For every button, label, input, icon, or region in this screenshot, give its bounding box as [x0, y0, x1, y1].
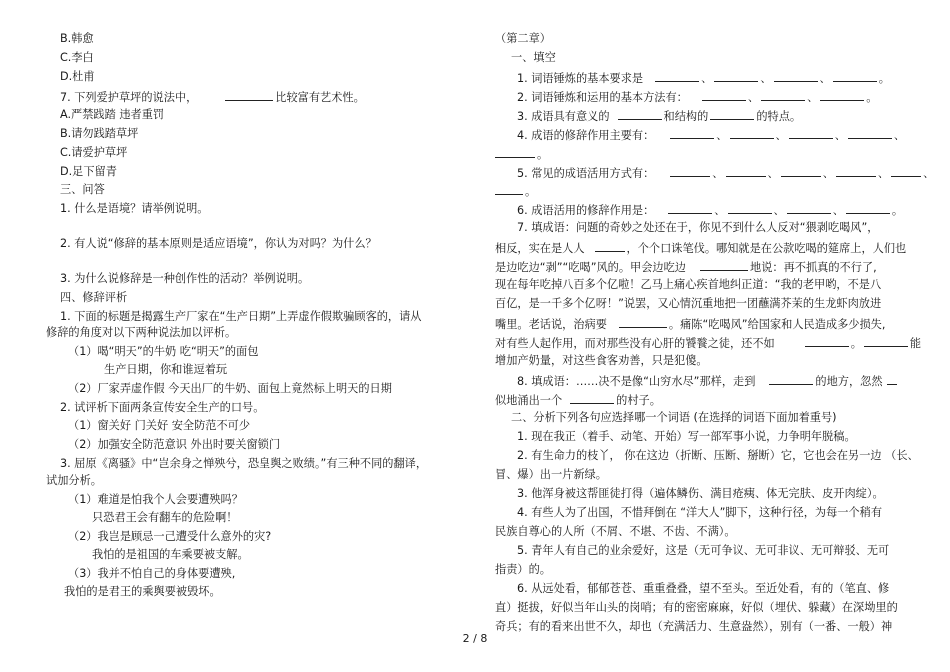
q8-line1-mid: 的地方，忽然 [815, 375, 883, 388]
choice-q6-line2: 直）挺拔，好似当年山头的岗哨；有的密密麻麻，好似（埋伏、躲藏）在深坳里的 [495, 601, 898, 614]
blank [805, 335, 849, 347]
rhetoric-q3-line1: 3. 屈原《离骚》中“岂余身之惮殃兮，恐皇舆之败绩。”有三种不同的翻译， [60, 457, 428, 470]
fill-q3-end: 的特点。 [756, 110, 802, 123]
choice-q5-line1: 5. 青年人有自己的业余爱好，这是（无可争议、无可非议、无可辩驳、无可 [517, 544, 890, 557]
q7-line3-rest: 地说：再不抓真的不行了, [750, 261, 877, 274]
translation-3-line1: （3）我并不怕自己的身体要遭殃, [68, 567, 236, 580]
fill-q7-line3 [495, 259, 877, 275]
choice-q2-line2: 冒、爆）出一片新绿。 [495, 468, 607, 481]
rhetoric-q1-line1: 1. 下面的标题是揭露生产厂家在“生产日期”上弄虚作假欺骗顾客的，请从 [60, 310, 422, 323]
translation-3-line2: 我怕的是君王的乘舆要被毁坏。 [64, 585, 221, 598]
blank [761, 89, 805, 101]
q8-line2-end: 的村子。 [616, 394, 661, 407]
fill-q5: 5. 常见的成语活用方式有： 、 、 、 、 、 [517, 167, 935, 180]
fill-q4-text: 4. 成语的修辞作用主要有： [517, 129, 655, 142]
rhetoric-q2: 2. 试评析下面两条宣传安全生产的口号。 [60, 401, 265, 414]
q7-line2-rest: ，个个口诛笔伐。哪知就是在公款吃喝的筵席上，人们也 [626, 242, 907, 255]
blank [769, 373, 813, 385]
choice-q6-line3: 奇兵；有的看来出世不久，却也（充满活力、生意盎然），别有（一番、一般）神 [495, 620, 893, 633]
q7-line6-start: 嘴里。老话说，治病要 [495, 318, 607, 331]
translation-2-line1: （2）我岂是顾忌一己遭受什么意外的灾? [68, 530, 272, 543]
q7-line7-end: 能 [909, 337, 922, 350]
blank [891, 165, 921, 177]
blank [774, 70, 818, 82]
qa-question-2: 2. 有人说“修辞的基本原则是适应语境”，你认为对吗？为什么？ [60, 237, 377, 250]
blank [655, 70, 699, 82]
choice-q3: 3. 他浑身被这帮匪徒打得（遍体鳞伤、满目疮痍、体无完肤、皮开肉绽）。 [517, 487, 884, 500]
blank [781, 165, 821, 177]
blank [787, 202, 831, 214]
fill-q1-text: 1. 词语锤炼的基本要求是 [517, 72, 644, 85]
fill-q7-line6 [495, 316, 885, 332]
blank [846, 202, 890, 214]
choice-q4-line2: 民族自尊心的人所（不屑、不堪、不齿、不满）。 [495, 525, 736, 538]
choice-q4-line1: 4. 有些人为了出国，不惜拜倒在 “洋大人”脚下，这种行径，为每一个稍有 [517, 506, 883, 519]
fill-q3-mid: 和结构的 [663, 110, 709, 123]
blank [789, 127, 833, 139]
fill-q2: 2. 词语锤炼和运用的基本方法有： 、 、 。 [517, 91, 878, 104]
section-heading-qa: 三、问答 [60, 183, 105, 196]
blank [670, 165, 710, 177]
fill-q7-line5: 百亿，是一千多个亿呀！”说罢，又心情沉重地把一团蘸满芥茉的生龙虾肉放进 [495, 297, 882, 310]
fill-q6-text: 6. 成语活用的修辞作用是： [517, 204, 655, 217]
option-d: D.杜甫 [60, 70, 95, 83]
qa-question-3: 3. 为什么说修辞是一种创作性的活动？举例说明。 [60, 272, 310, 285]
blank [864, 335, 908, 347]
blank [668, 202, 712, 214]
blank [702, 89, 746, 101]
blank [728, 202, 772, 214]
blank [730, 127, 774, 139]
translation-1-line1: （1）难道是怕我个人会要遭殃吗？ [68, 493, 243, 506]
blank [726, 165, 766, 177]
rhetoric-q2-item2: （2）加强安全防范意识 外出时要关窗锁门 [68, 438, 281, 451]
q7-option-c: C.请爱护草坪 [60, 146, 128, 159]
fill-q7-line2 [495, 240, 906, 256]
blank [595, 240, 625, 252]
rhetoric-q2-item1: （1）窗关好 门关好 安全防范不可少 [68, 419, 251, 432]
rhetoric-q1-line2: 修辞的角度对以下两种说法加以评析。 [46, 326, 237, 339]
fill-q3-text: 3. 成语具有意义的 [517, 110, 610, 123]
fill-q1: 1. 词语锤炼的基本要求是 、 、 、 。 [517, 72, 890, 85]
q8-line1-start: 8. 填成语：……决不是像“山穷水尽”那样，走到 [517, 375, 756, 388]
q7-option-d: D.足下留青 [60, 165, 117, 178]
choice-q5-line2: 指责）的。 [495, 563, 551, 576]
rhetoric-q1-item1-cont: 生产日期，你和谁逗着玩 [104, 363, 228, 376]
option-b: B.韩愈 [60, 32, 94, 45]
blank [833, 70, 877, 82]
blank [887, 373, 897, 385]
fill-q6: 6. 成语活用的修辞作用是： 、 、 、 。 [517, 204, 904, 217]
section-heading-rhetoric: 四、修辞评析 [60, 291, 128, 304]
translation-1-line2: 只恐君王会有翻车的危险啊！ [92, 511, 238, 524]
question-7 [60, 89, 365, 105]
choice-q1: 1. 现在我正（着手、动笔、开始）写一部军事小说，力争明年脱稿。 [517, 430, 856, 443]
q7-line6-rest: 。痛陈“吃喝风”给国家和人民造成多少损失, [668, 318, 886, 331]
fill-q7-line7 [495, 335, 921, 351]
page-number: 2 / 8 [462, 632, 488, 645]
q7-line3-start: 是边吃边“剥”“吃喝”风的。甲会边吃边 [495, 261, 686, 274]
q7-option-a: A.严禁践踏 违者重罚 [60, 108, 165, 121]
blank [714, 70, 758, 82]
translation-2-line2: 我怕的是祖国的车乘要被支解。 [92, 548, 249, 561]
rhetoric-q1-item1: （1）喝“明天”的牛奶 吃“明天”的面包 [68, 345, 259, 358]
blank [225, 89, 273, 101]
section-heading-word-choice: 二、分析下列各句应选择哪一个词语 (在选择的词语下面加着重号) [511, 411, 837, 424]
blank [570, 392, 614, 404]
fill-q4: 4. 成语的修辞作用主要有： 、 、 、 、 [517, 129, 906, 142]
fill-q7-line1: 7. 填成语：问题的奇妙之处还在于，你见不到什么人反对“猥剥吃喝风”， [517, 221, 879, 234]
blank [619, 316, 667, 328]
blank [670, 127, 714, 139]
question-7-text: 7. 下列爱护草坪的说法中， [60, 91, 198, 104]
chapter-heading: （第二章） [495, 32, 551, 45]
fill-q2-text: 2. 词语锤炼和运用的基本方法有： [517, 91, 688, 104]
blank [618, 108, 662, 120]
q7-line7-start: 对有些人起作用，而对那些没有心肝的饕餮之徒，还不如 [495, 337, 775, 350]
fill-q7-line4: 现在每年吃掉八百多个亿啦！乙马上痛心疾首地纠正道：“我的老甲哟，不是八 [495, 278, 882, 291]
blank [848, 127, 892, 139]
rhetoric-q1-item2: （2）厂家弄虚作假 今天出厂的牛奶、面包上竟然标上明天的日期 [68, 382, 392, 395]
q7-option-b: B.请勿践踏草坪 [60, 127, 139, 140]
blank [710, 108, 754, 120]
choice-q2-line1: 2. 有生命力的枝丫， 你在这边（折断、压断、掰断）它，它也会在另一边 （长、 [517, 449, 919, 462]
fill-q4-cont: 。 [495, 146, 548, 162]
fill-q3 [517, 108, 801, 124]
question-7-tail: 比较富有艺术性。 [275, 91, 365, 104]
option-c: C.李白 [60, 51, 94, 64]
fill-q8-line1 [517, 373, 899, 389]
q7-line2-start: 相反，实在是人人 [495, 242, 585, 255]
q8-line2-start: 似地涌出一个 [495, 394, 563, 407]
choice-q6-line1: 6. 从远处看，郁郁苍苍、重重叠叠，望不至头。至近处看，有的（笔直、修 [517, 582, 890, 595]
fill-q5-text: 5. 常见的成语活用方式有： [517, 167, 655, 180]
fill-q8-line2 [495, 392, 661, 408]
blank [700, 259, 748, 271]
fill-q7-line8: 增加产奶量，对这些食客劝善，只是犯傻。 [495, 354, 708, 367]
section-heading-fill: 一、填空 [511, 51, 556, 64]
blank [820, 89, 864, 101]
blank [495, 146, 535, 158]
q7-line7-mid: 。 [850, 337, 862, 350]
blank [836, 165, 876, 177]
rhetoric-q3-line2: 试加分析。 [46, 474, 102, 487]
blank [495, 183, 523, 195]
qa-question-1: 1. 什么是语境？请举例说明。 [60, 202, 209, 215]
fill-q5-cont: 。 [495, 183, 536, 199]
